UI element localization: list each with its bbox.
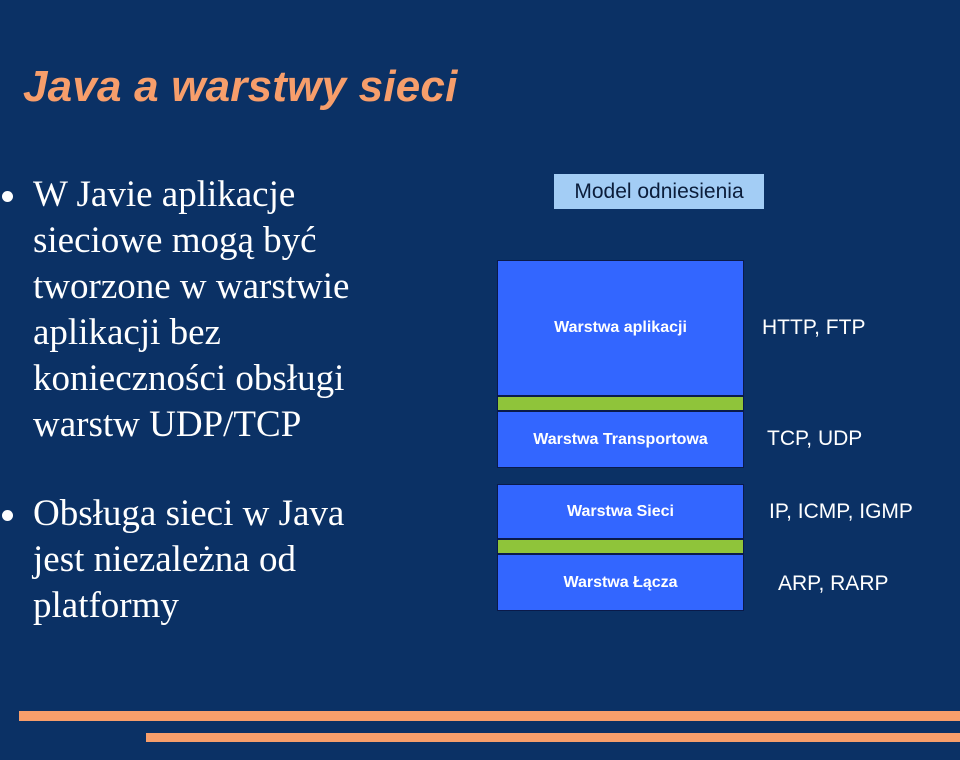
protocols-link: ARP, RARP bbox=[778, 572, 889, 595]
layer-label: Warstwa aplikacji bbox=[554, 319, 687, 336]
layer-label: Warstwa Sieci bbox=[566, 502, 674, 520]
protocols-transport: TCP, UDP bbox=[767, 427, 863, 450]
protocols-network: IP, ICMP, IGMP bbox=[769, 500, 913, 523]
bullet-text: Obsługa sieci w Java jest niezależna od platformy bbox=[33, 493, 345, 626]
layer-transport bbox=[497, 411, 744, 468]
layer-label: Warstwa Łącza bbox=[563, 573, 678, 591]
bullet-text: W Javie aplikacje sieciowe mogą być tworzone w warstwie aplikacji bez konieczności obsługi warstw UDP/TCP bbox=[33, 174, 350, 445]
layer-separator bbox=[497, 539, 744, 554]
layer-link bbox=[497, 554, 744, 611]
layer-network bbox=[497, 484, 744, 539]
bullet-dot-icon bbox=[2, 191, 13, 202]
protocols-application: HTTP, FTP bbox=[762, 316, 866, 339]
layer-label: Warstwa Transportowa bbox=[533, 430, 708, 448]
accent-stripe-bottom bbox=[146, 733, 960, 742]
slide-title: Java a warstwy sieci bbox=[23, 62, 458, 111]
model-label: Model odniesienia bbox=[554, 174, 764, 209]
layer-separator bbox=[497, 396, 744, 411]
layer-application bbox=[497, 260, 744, 396]
bullet-dot-icon bbox=[2, 510, 13, 521]
accent-stripe-top bbox=[19, 711, 960, 721]
